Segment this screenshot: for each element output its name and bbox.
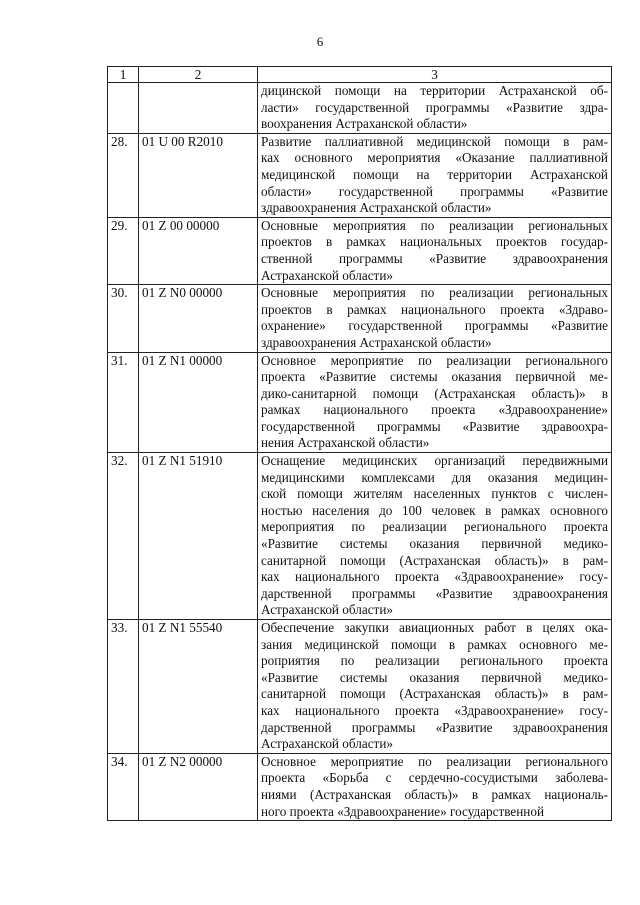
description-line: ках основного мероприятия «Оказание паллиативной bbox=[261, 150, 608, 166]
description-line: нения Астраханской области» bbox=[261, 435, 430, 451]
table-row bbox=[108, 753, 612, 820]
table-row bbox=[108, 620, 612, 754]
expense-description bbox=[258, 352, 612, 453]
description-line: Основное мероприятие по реализации регионального bbox=[261, 352, 608, 368]
description-line: воохранения Астраханской области» bbox=[261, 116, 468, 132]
description-line: санитарной помощи (Астраханская область)» в рам- bbox=[261, 552, 608, 568]
expense-description bbox=[258, 285, 612, 352]
classification-code: 01 Z N0 00000 bbox=[139, 285, 258, 352]
table-body bbox=[108, 83, 612, 821]
row-number: 34. bbox=[108, 753, 139, 820]
description-line: санитарной помощи (Астраханская область)» в рам- bbox=[261, 686, 608, 702]
expense-description bbox=[258, 620, 612, 754]
description-line: дарственной программы «Развитие здравоохранения bbox=[261, 585, 608, 601]
classification-code: 01 Z 00 00000 bbox=[139, 217, 258, 284]
classification-code: 01 Z N1 55540 bbox=[139, 620, 258, 754]
expense-description bbox=[258, 217, 612, 284]
description-line: дарственной программы «Развитие здравоохранения bbox=[261, 719, 608, 735]
description-line: проектов в рамках национального проекта «Здраво- bbox=[261, 301, 608, 317]
column-header-2: 2 bbox=[139, 67, 258, 83]
table-row bbox=[108, 285, 612, 352]
description-line: ласти» государственной программы «Развитие здра- bbox=[261, 99, 608, 115]
description-line: проекта «Борьба с сердечно-сосудистыми заболева- bbox=[261, 770, 608, 786]
description-line: ской помощи жителям населенных пунктов с числен- bbox=[261, 486, 608, 502]
description-line: медицинской помощи на территории Астраханской bbox=[261, 166, 608, 182]
table-row bbox=[108, 217, 612, 284]
column-header-1: 1 bbox=[108, 67, 139, 83]
expense-description bbox=[258, 453, 612, 620]
description-line: «Развитие системы оказания первичной медико- bbox=[261, 669, 608, 685]
description-line: рамках национального проекта «Здравоохранение» bbox=[261, 402, 608, 418]
table-row bbox=[108, 133, 612, 217]
description-line: государственной программы «Развитие здравоохра- bbox=[261, 418, 608, 434]
row-number: 28. bbox=[108, 133, 139, 217]
classification-code: 01 Z N1 51910 bbox=[139, 453, 258, 620]
table-header-row bbox=[108, 67, 612, 83]
description-line: Астраханской области» bbox=[261, 736, 393, 752]
expense-description bbox=[258, 753, 612, 820]
expense-description bbox=[258, 83, 612, 134]
column-header-3: 3 bbox=[258, 67, 612, 83]
description-line: мероприятия по реализации регионального проекта bbox=[261, 519, 608, 535]
classification-code: 01 Z N1 00000 bbox=[139, 352, 258, 453]
description-line: Обеспечение закупки авиационных работ в целях ока- bbox=[261, 620, 608, 635]
description-line: ках национального проекта «Здравоохранение» госу- bbox=[261, 569, 608, 585]
budget-classification-table bbox=[107, 66, 612, 821]
description-line: здравоохранения Астраханской области» bbox=[261, 200, 492, 216]
description-line: ственной программы «Развитие здравоохранения bbox=[261, 250, 608, 266]
classification-code bbox=[139, 83, 258, 134]
classification-code: 01 U 00 R2010 bbox=[139, 133, 258, 217]
description-line: Астраханской области» bbox=[261, 602, 393, 618]
row-number: 32. bbox=[108, 453, 139, 620]
description-line: области» государственной программы «Развитие bbox=[261, 183, 608, 199]
description-line: зания медицинской помощи в рамках основного ме- bbox=[261, 636, 608, 652]
description-line: роприятия по реализации регионального проекта bbox=[261, 653, 608, 669]
row-number: 33. bbox=[108, 620, 139, 754]
description-line: Основные мероприятия по реализации региональных bbox=[261, 285, 608, 301]
expense-description bbox=[258, 133, 612, 217]
page-number: 6 bbox=[316, 34, 324, 49]
classification-code: 01 Z N2 00000 bbox=[139, 753, 258, 820]
description-line: медицинскими комплексами для оказания медицин- bbox=[261, 469, 608, 485]
description-line: дицинской помощи на территории Астраханской об- bbox=[261, 83, 608, 98]
description-line: здравоохранения Астраханской области» bbox=[261, 334, 492, 350]
row-number: 30. bbox=[108, 285, 139, 352]
description-line: ностью населения до 100 человек в рамках основного bbox=[261, 502, 608, 518]
description-line: ниями (Астраханская область)» в рамках националь- bbox=[261, 786, 608, 802]
table-row bbox=[108, 453, 612, 620]
description-line: «Развитие системы оказания первичной медико- bbox=[261, 536, 608, 552]
row-number: 31. bbox=[108, 352, 139, 453]
description-line: Основные мероприятия по реализации региональных bbox=[261, 217, 608, 233]
table-row bbox=[108, 352, 612, 453]
description-line: охранение» государственной программы «Развитие bbox=[261, 318, 608, 334]
description-line: ках национального проекта «Здравоохранение» госу- bbox=[261, 702, 608, 718]
description-line: Астраханской области» bbox=[261, 267, 393, 283]
row-number bbox=[108, 83, 139, 134]
description-line: Основное мероприятие по реализации регионального bbox=[261, 753, 608, 769]
description-line: проектов в рамках национальных проектов государ- bbox=[261, 234, 608, 250]
row-number: 29. bbox=[108, 217, 139, 284]
description-line: Развитие паллиативной медицинской помощи в рам- bbox=[261, 133, 608, 149]
description-line: проекта «Развитие системы оказания первичной ме- bbox=[261, 369, 608, 385]
description-line: Оснащение медицинских организаций передвижными bbox=[261, 453, 608, 469]
table-row bbox=[108, 83, 612, 134]
description-line: ного проекта «Здравоохранение» государственной bbox=[261, 803, 545, 819]
description-line: дико-санитарной помощи (Астраханская область)» в bbox=[261, 385, 608, 401]
